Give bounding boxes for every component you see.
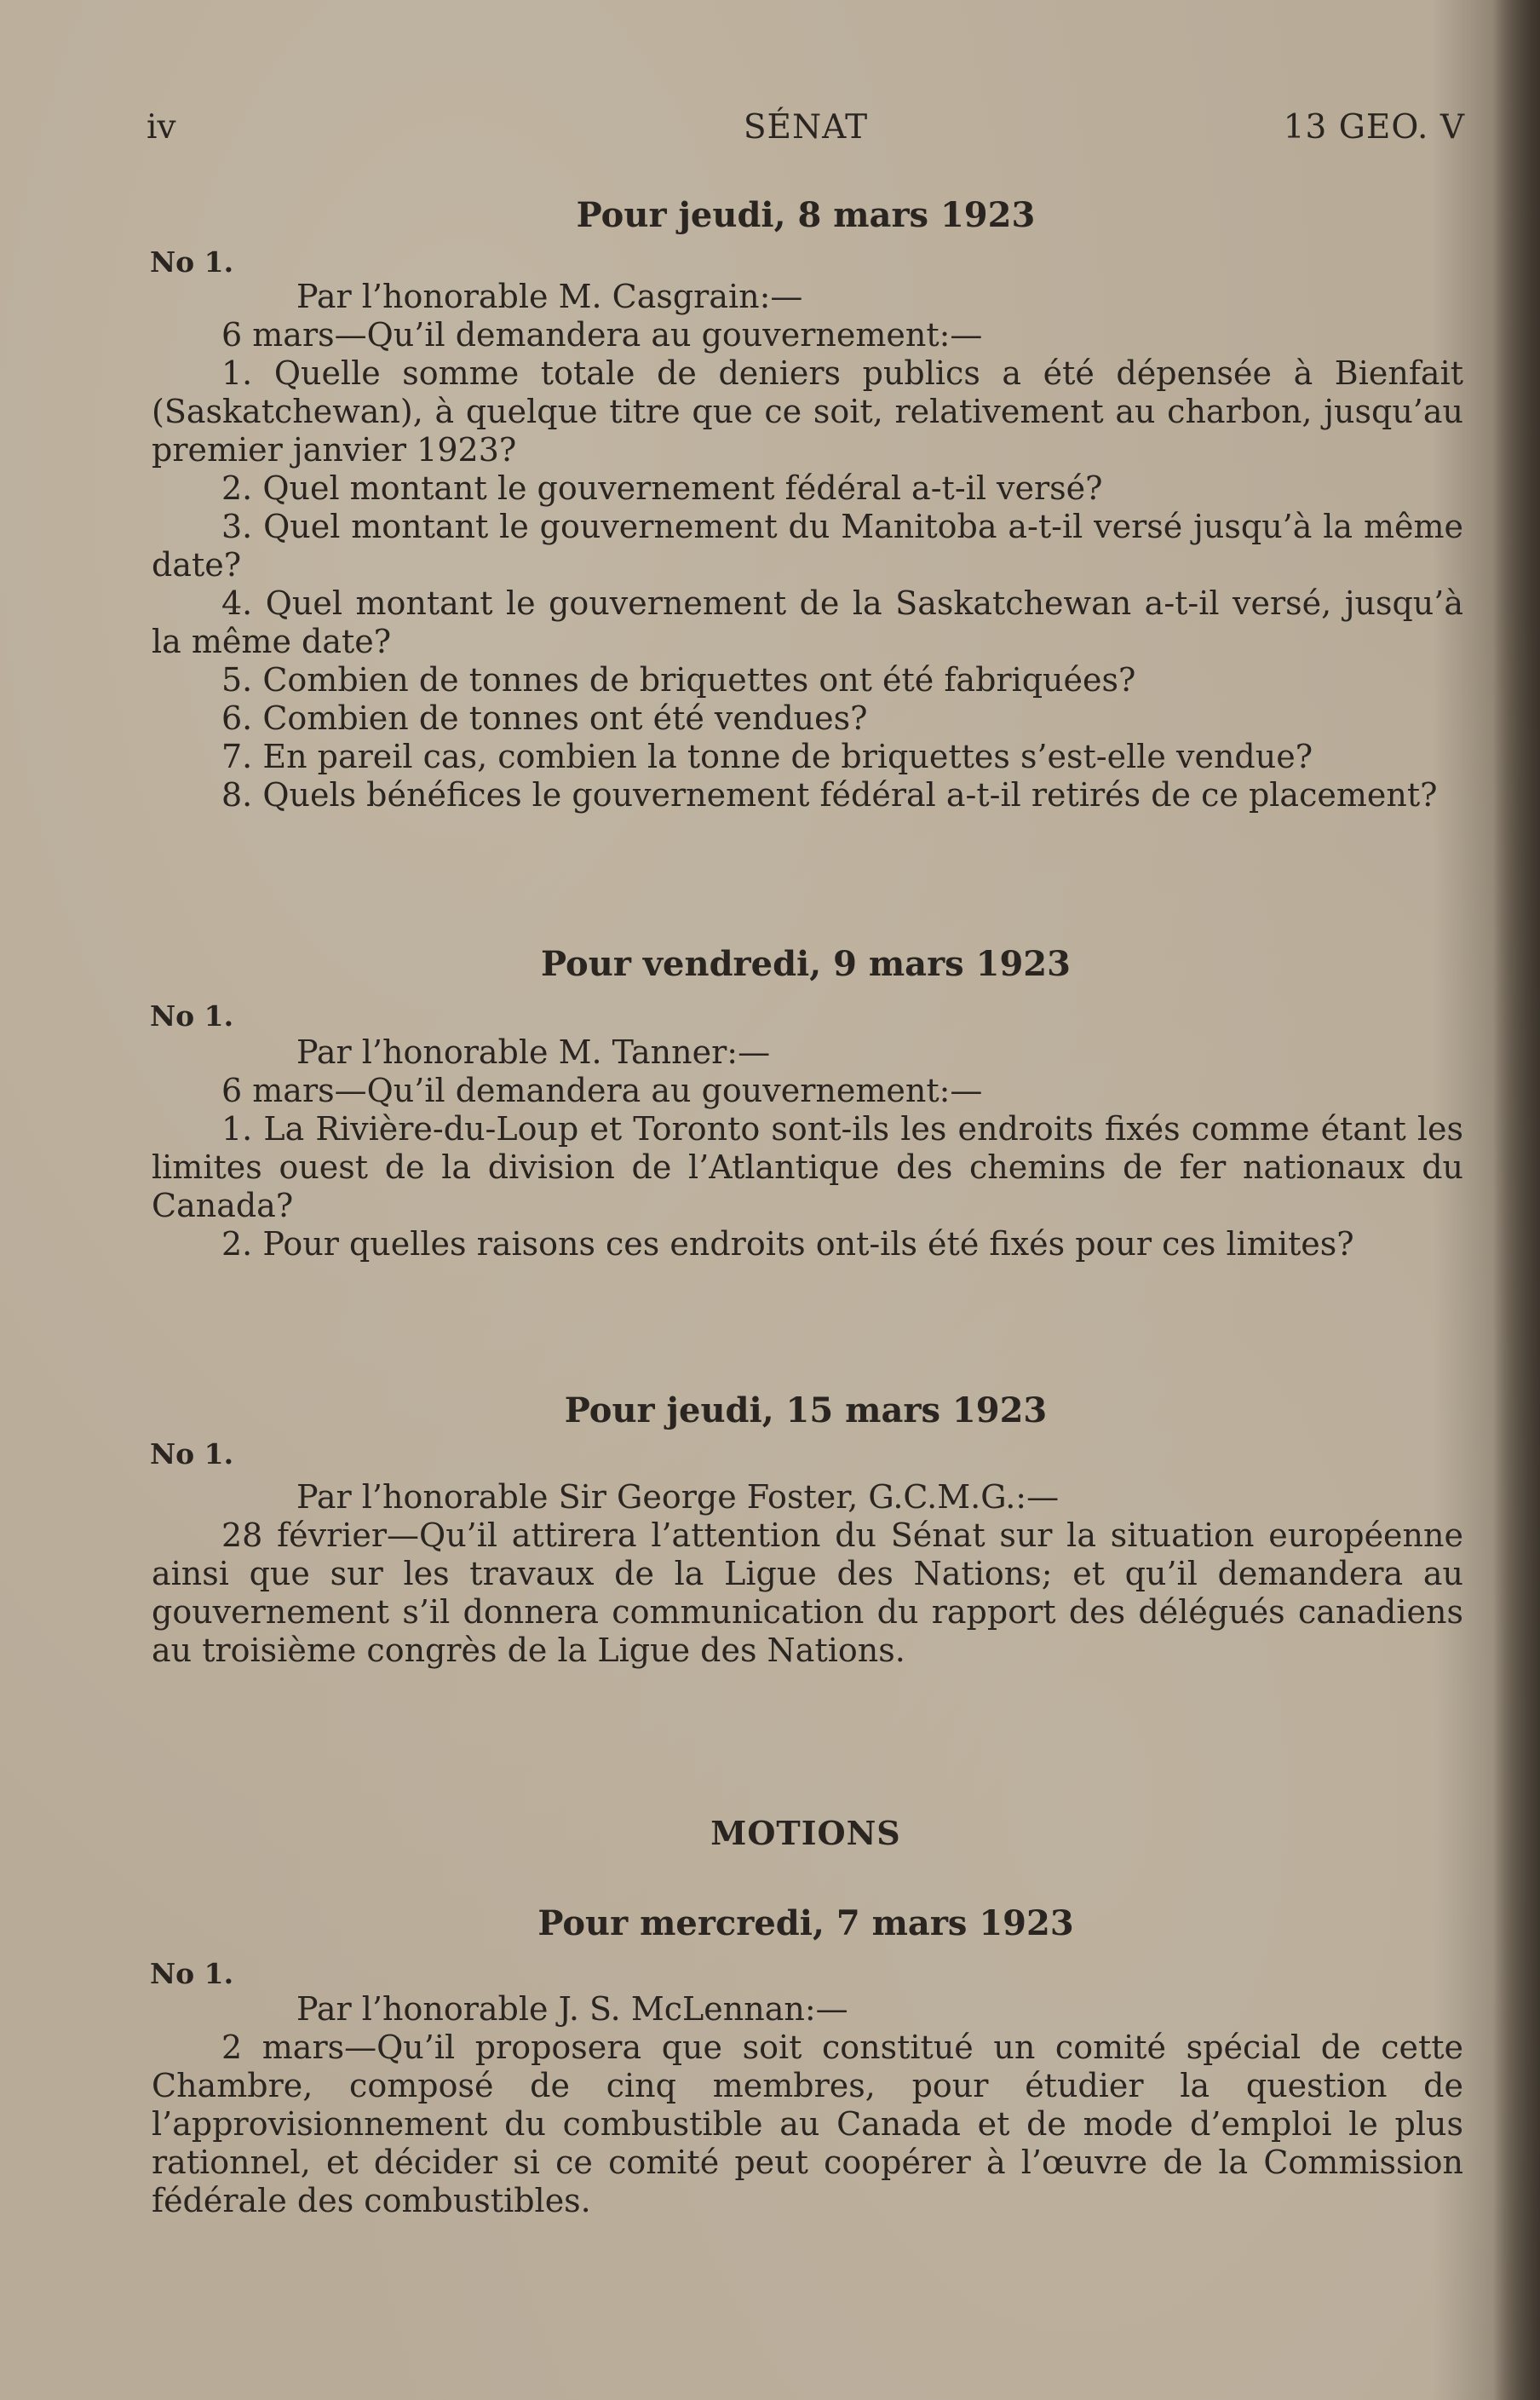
item-number: No 1.: [150, 1957, 234, 1990]
question-item: 6. Combien de tonnes ont été vendues?: [221, 699, 868, 737]
item-number: No 1.: [150, 999, 234, 1033]
question-block: [152, 1033, 1463, 1263]
notice-text: 28 février—Qu’il attirera l’attention du Sénat sur la situation européenne ainsi que sur les travaux de la Ligue des Nations; et qu’il demandera au gouvernement s’il donnera communication du rapport des délégués canadiens au troisième congrès de la Ligue des Nations.: [152, 1517, 1463, 1669]
section-heading: Pour jeudi, 15 mars 1923: [564, 1390, 1048, 1430]
question-item: 1. Quelle somme totale de deniers publics a été dépensée à Bienfait (Saskatchewan), à quelque titre que ce soit, relativement au charbon, jusqu’au premier janvier 1923?: [152, 354, 1463, 469]
question-item: 2. Pour quelles raisons ces endroits ont-ils été fixés pour ces limites?: [221, 1225, 1354, 1263]
mover-line: Par l’honorable J. S. McLennan:—: [296, 1990, 848, 2028]
motions-title: MOTIONS: [710, 1814, 901, 1852]
item-number: No 1.: [150, 1437, 234, 1471]
page-number: iv: [147, 108, 176, 147]
question-item: 2. Quel montant le gouvernement fédéral a-t-il versé?: [221, 469, 1103, 507]
question-item: 7. En pareil cas, combien la tonne de briquettes s’est-elle vendue?: [221, 738, 1313, 775]
mover-line: Par l’honorable M. Casgrain:—: [296, 278, 803, 315]
motion-text: 2 mars—Qu’il proposera que soit constitué un comité spécial de cette Chambre, composé de cinq membres, pour étudier la question de l’approvisionnement du combustible au Canada et de mode d’emploi le plus rationnel, et décider si ce comité peut coopérer à l’œuvre de la Commission fédérale des combustibles.: [152, 2029, 1463, 2219]
question-item: 3. Quel montant le gouvernement du Manitoba a-t-il versé jusqu’à la même date?: [152, 508, 1463, 584]
page-title: SÉNAT: [743, 108, 869, 147]
question-block: [152, 278, 1463, 814]
page-header: [147, 106, 1465, 149]
motion-block: [152, 1990, 1463, 2220]
question-item: 5. Combien de tonnes de briquettes ont été fabriquées?: [221, 661, 1136, 699]
page-edge-shadow: [1493, 0, 1540, 2400]
mover-line: Par l’honorable M. Tanner:—: [296, 1033, 771, 1071]
question-item: 4. Quel montant le gouvernement de la Saskatchewan a-t-il versé, jusqu’à la même date?: [152, 584, 1463, 660]
mover-line: Par l’honorable Sir George Foster, G.C.M.G.:—: [296, 1478, 1060, 1516]
notice-intro: 6 mars—Qu’il demandera au gouvernement:—: [221, 316, 983, 354]
question-block: [152, 1478, 1463, 1670]
notice-intro: 6 mars—Qu’il demandera au gouvernement:—: [221, 1072, 983, 1109]
section-heading: Pour jeudi, 8 mars 1923: [576, 195, 1036, 235]
section-heading: Pour vendredi, 9 mars 1923: [541, 944, 1071, 984]
question-item: 1. La Rivière-du-Loup et Toronto sont-ils les endroits fixés comme étant les limites ouest de la division de l’Atlantique des chemins de fer nationaux du Canada?: [152, 1110, 1463, 1224]
section-heading: Pour mercredi, 7 mars 1923: [537, 1903, 1074, 1943]
item-number: No 1.: [150, 245, 234, 279]
question-item: 8. Quels bénéfices le gouvernement fédéral a-t-il retirés de ce placement?: [221, 776, 1438, 814]
volume-label: 13 GEO. V: [1283, 108, 1465, 147]
